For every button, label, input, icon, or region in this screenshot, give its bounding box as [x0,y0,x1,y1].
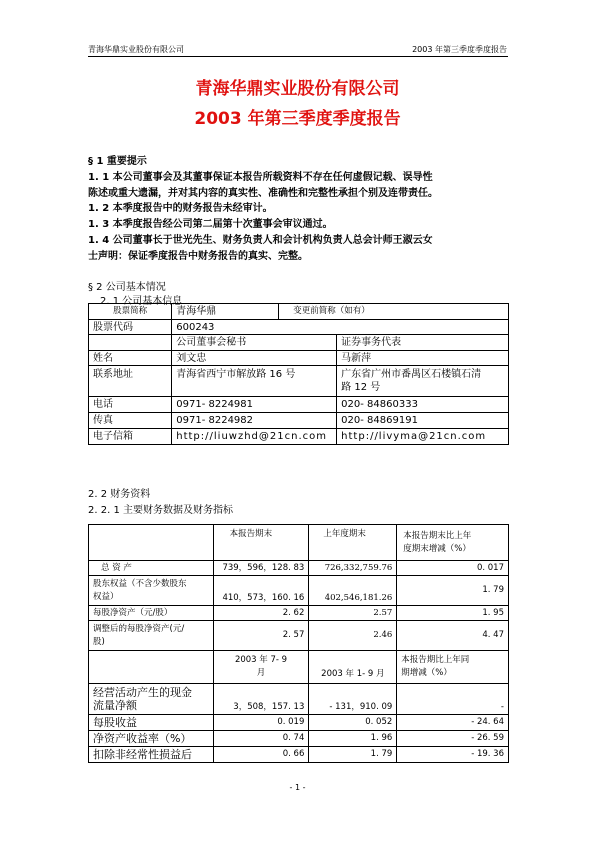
table-row [89,525,509,561]
row-current: 2. 62 [213,606,309,621]
header-q3-line1: 2003 年 7- 9 [234,655,288,665]
row-label-line2: 权益） [93,591,119,602]
row-label [89,621,214,651]
table-row [89,561,509,576]
header-prior: 上年度期末 [309,525,397,561]
header-q3 [213,651,309,684]
table-row [89,576,509,606]
financial-data-table [88,524,509,763]
row-label: 每股净资产（元/股） [89,606,214,621]
header-change-line2: 度期末增减（%） [403,543,471,554]
row-label: 净资产收益率（%） [89,731,214,747]
table-row [89,366,509,397]
row-prior: 2.57 [309,606,397,621]
company-info-table [88,303,509,445]
table-row [89,397,509,413]
row-q3: 0. 66 [213,747,309,763]
table-row [89,606,509,621]
header-current: 本报告期末 [213,525,309,561]
row-yoy: - [397,684,509,715]
row-label-line1: 股东权益（不含少数股东 [93,578,187,589]
row-prior: 2.46 [309,621,397,651]
row-label-line2: 流量净额 [93,699,137,712]
table-row [89,429,509,445]
section1-p4-line1: 1. 4 公司董事长于世光先生、财务负责人和会计机构负责人总会计师王淑云女 [88,235,433,246]
row-ytd: 0. 052 [309,715,397,731]
header-yoy-line1: 本报告期比上年同 [401,655,470,665]
table-row [89,731,509,747]
table-row [89,621,509,651]
rep-tel: 020- 84860333 [337,397,509,413]
row-yoy: - 24. 64 [397,715,509,731]
row-label-line1: 经营活动产生的现金 [93,686,192,699]
rep-header: 证券事务代表 [337,335,509,351]
row-label [89,576,214,606]
row-label-line2: 股) [93,636,105,647]
secretary-fax: 0971- 8224982 [172,413,337,429]
stock-abbr-label: 股票简称 [89,304,172,320]
name-label: 姓名 [89,351,172,366]
header-ytd: 2003 年 1- 9 月 [309,651,397,684]
section1-p3: 1. 3 本季度报告经公司第二届第十次董事会审议通过。 [88,219,333,230]
row-label-line1: 调整后的每股净资产(元/ [93,623,185,634]
table-row [89,304,509,320]
section1-p4-line2: 士声明：保证季度报告中财务报告的真实、完整。 [88,251,308,262]
rep-address [337,366,509,397]
section1-p1-line1: 1. 1 本公司董事会及其董事保证本报告所载资料不存在任何虚假记载、误导性 [88,172,433,183]
row-q3: 3，508，157. 13 [213,684,309,715]
row-label: 每股收益 [89,715,214,731]
tel-label: 电话 [89,397,172,413]
rep-fax: 020- 84869191 [337,413,509,429]
table-row [89,651,509,684]
row-yoy: - 19. 36 [397,747,509,763]
section2-sub2: 2. 2 财务资料 [88,489,151,500]
row-change: 0. 017 [397,561,509,576]
page-number: - 1 - [289,783,306,792]
table-row [89,351,509,366]
section2-sub1: 2. 1 公司基本信息 [100,296,183,307]
stock-code-value: 600243 [172,320,509,335]
header-q3-line2: 月 [256,668,266,678]
row-q3: 0. 74 [213,731,309,747]
section2-heading: § 2 公司基本情况 [88,282,166,293]
running-header-report: 2003 年第三季度季度报告 [412,45,507,54]
row-change: 1. 79 [397,576,509,606]
section2-sub3: 2. 2. 1 主要财务数据及财务指标 [88,505,233,516]
row-ytd: 1. 79 [309,747,397,763]
row-label [89,684,214,715]
secretary-name: 刘文忠 [172,351,337,366]
email-label: 电子信箱 [89,429,172,445]
row-label: 扣除非经常性损益后 [89,747,214,763]
header-change-line1: 本报告期末比上年 [403,530,472,541]
section1-p2: 1. 2 本季度报告中的财务报告未经审计。 [88,203,273,214]
secretary-header: 公司董事会秘书 [172,335,337,351]
row-ytd: 1. 96 [309,731,397,747]
stock-abbr-value: 青海华鼎 [172,304,279,320]
rep-address-line2: 路 12 号 [341,382,381,393]
section1-p1-line2: 陈述或重大遗漏，并对其内容的真实性、准确性和完整性承担个别及连带责任。 [88,188,438,199]
fax-label: 传真 [89,413,172,429]
row-label: 总 资 产 [89,561,214,576]
table-row [89,715,509,731]
table-row [89,684,509,715]
header-change [397,525,509,561]
row-change: 1. 95 [397,606,509,621]
table-row [89,747,509,763]
row-yoy: - 26. 59 [397,731,509,747]
table-row [89,320,509,335]
row-current: 2. 57 [213,621,309,651]
section1-heading: § 1 重要提示 [88,156,147,167]
rep-address-line1: 广东省广州市番禺区石楼镇石清 [341,369,482,380]
row-current: 739，596，128. 83 [213,561,309,576]
header-rule [88,56,508,57]
running-header-company: 青海华鼎实业股份有限公司 [88,45,184,54]
former-abbr-label: 变更前简称（如有） [279,304,509,320]
rep-name: 马新萍 [337,351,509,366]
secretary-address: 青海省西宁市解放路 16 号 [172,366,337,397]
address-label: 联系地址 [89,366,172,397]
stock-code-label: 股票代码 [89,320,172,335]
row-ytd: - 131，910. 09 [309,684,397,715]
row-prior: 726,332,759.76 [309,561,397,576]
row-change: 4. 47 [397,621,509,651]
title-report: 2003 年第三季度季度报告 [194,109,401,129]
secretary-tel: 0971- 8224981 [172,397,337,413]
rep-email[interactable]: http://livyma@21cn.com [337,429,509,445]
secretary-email[interactable]: http://liuwzhd@21cn.com [172,429,337,445]
row-q3: 0. 019 [213,715,309,731]
row-prior: 402,546,181.26 [309,576,397,606]
header-yoy [397,651,509,684]
table-row [89,335,509,351]
table-row [89,413,509,429]
header-yoy-line2: 期增减（%） [401,668,452,678]
title-company: 青海华鼎实业股份有限公司 [195,79,400,99]
row-current: 410，573，160. 16 [213,576,309,606]
